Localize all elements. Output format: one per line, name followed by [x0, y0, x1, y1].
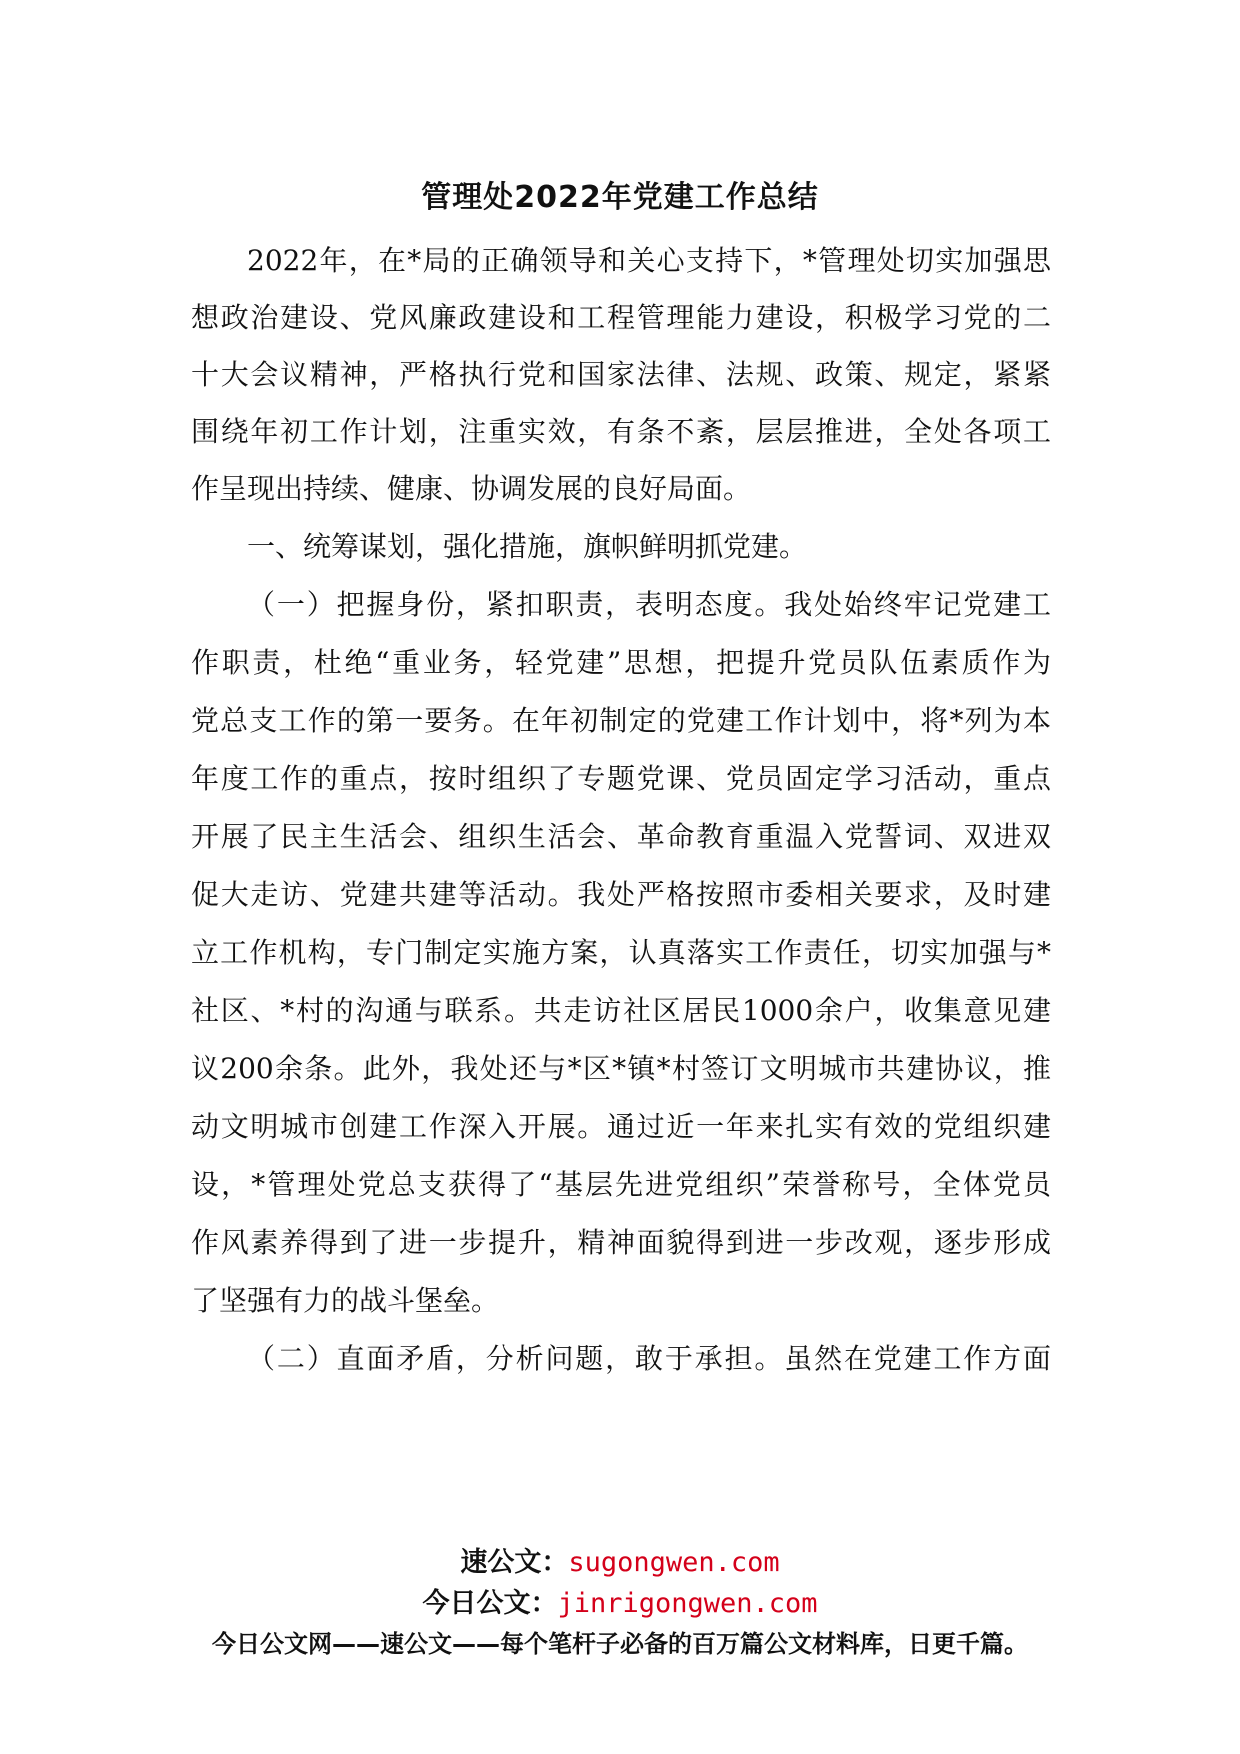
body-line: 设，*管理处党总支获得了“基层先进党组织”荣誉称号，全体党员: [191, 1168, 1051, 1201]
body-line: （二）直面矛盾，分析问题，敢于承担。虽然在党建工作方面: [247, 1342, 1051, 1375]
document-title: 管理处2022年党建工作总结: [421, 180, 819, 215]
sugongwen-link[interactable]: sugongwen.com: [568, 1547, 780, 1578]
body-line: 开展了民主生活会、组织生活会、革命教育重温入党誓词、双进双: [191, 820, 1051, 853]
body-line: 2022年，在*局的正确领导和关心支持下，*管理处切实加强思: [247, 244, 1051, 277]
footer-label: 速公文：: [460, 1547, 569, 1578]
body-line: 围绕年初工作计划，注重实效，有条不紊，层层推进，全处各项工: [191, 415, 1051, 448]
body-line: 立工作机构，专门制定实施方案，认真落实工作责任，切实加强与*: [191, 936, 1051, 969]
body-line: 作风素养得到了进一步提升，精神面貌得到进一步改观，逐步形成: [191, 1226, 1051, 1259]
body-line: 想政治建设、党风廉政建设和工程管理能力建设，积极学习党的二: [191, 301, 1051, 334]
body-line: 动文明城市创建工作深入开展。通过近一年来扎实有效的党组织建: [191, 1110, 1051, 1143]
body-line: 了坚强有力的战斗堡垒。: [191, 1284, 500, 1317]
section-heading: 一、统筹谋划，强化措施，旗帜鲜明抓党建。: [247, 530, 808, 563]
body-line: 作呈现出持续、健康、协调发展的良好局面。: [191, 472, 752, 505]
body-line: 作职责，杜绝“重业务，轻党建”思想，把提升党员队伍素质作为: [191, 646, 1051, 679]
body-line: 议200余条。此外，我处还与*区*镇*村签订文明城市共建协议，推: [191, 1052, 1051, 1085]
body-line: 十大会议精神，严格执行党和国家法律、法规、政策、规定，紧紧: [191, 358, 1051, 391]
body-line: 党总支工作的第一要务。在年初制定的党建工作计划中，将*列为本: [191, 704, 1051, 737]
footer-tagline: 今日公文网——速公文——每个笔杆子必备的百万篇公文材料库，日更千篇。: [212, 1630, 1028, 1658]
jinrigongwen-link[interactable]: jinrigongwen.com: [557, 1588, 818, 1619]
body-line: 促大走访、党建共建等活动。我处严格按照市委相关要求，及时建: [191, 878, 1051, 911]
body-line: （一）把握身份，紧扣职责，表明态度。我处始终牢记党建工: [247, 588, 1051, 621]
footer-label: 今日公文：: [422, 1588, 558, 1619]
body-line: 社区、*村的沟通与联系。共走访社区居民1000余户，收集意见建: [191, 994, 1051, 1027]
footer-line-jinrigongwen: [0, 1584, 1240, 1624]
footer-line-sugongwen: [0, 1543, 1240, 1583]
body-line: 年度工作的重点，按时组织了专题党课、党员固定学习活动，重点: [191, 762, 1051, 795]
